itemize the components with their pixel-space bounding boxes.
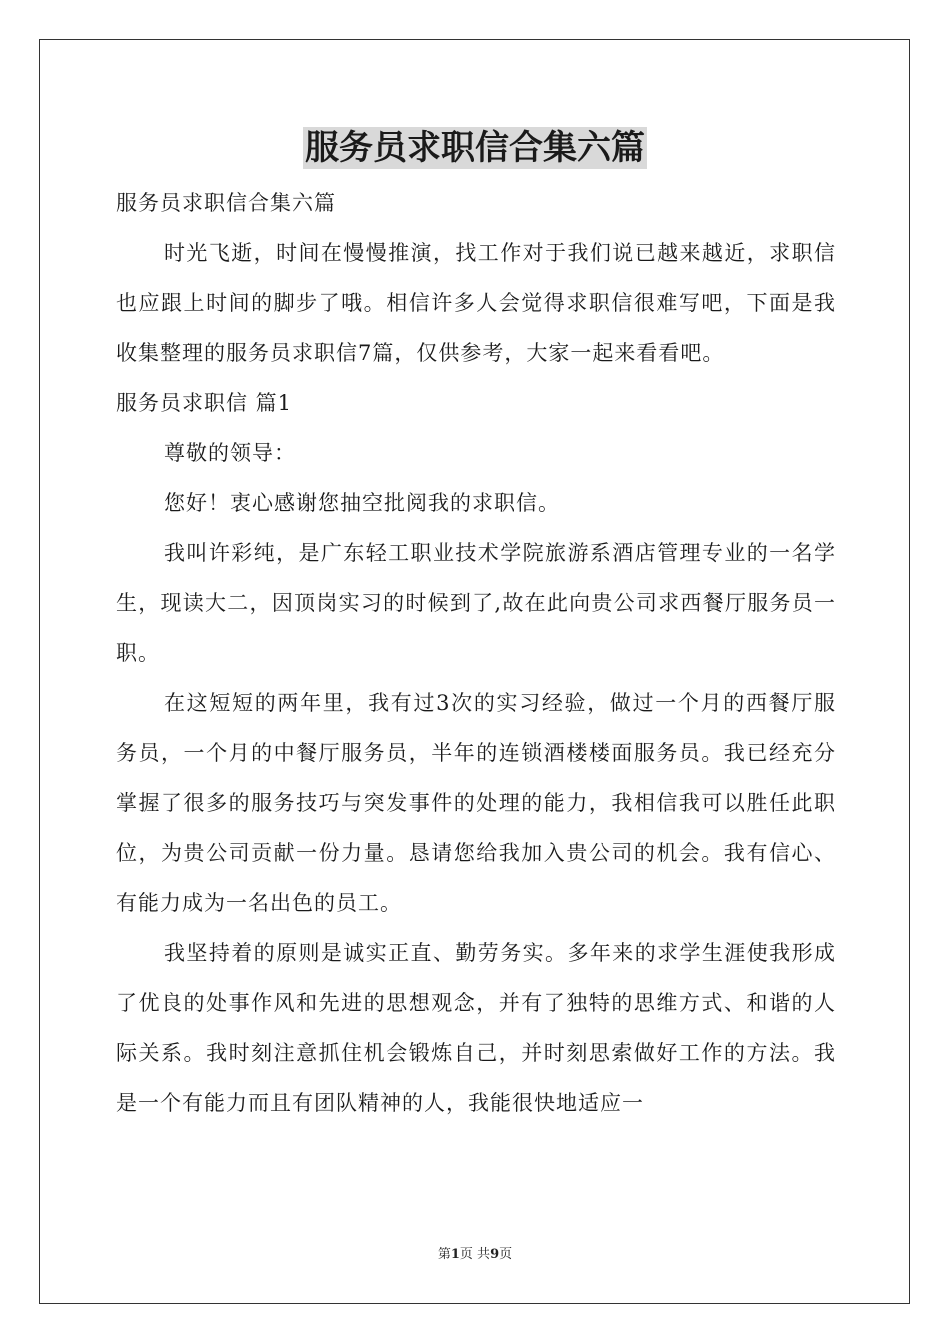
intro-paragraph: 时光飞逝，时间在慢慢推演，找工作对于我们说已越来越近，求职信也应跟上时间的脚步了哦。相信许多人会觉得求职信很难写吧，下面是我收集整理的服务员求职信7篇，仅供参考，大家一起来看看吧。 [116, 241, 836, 365]
document-title: 服务员求职信合集六篇 [305, 128, 645, 168]
body-paragraph: 我坚持着的原则是诚实正直、勤劳务实。多年来的求学生涯使我形成了优良的处事作风和先进的思想观念，并有了独特的思维方式、和谐的人际关系。我时刻注意抓住机会锻炼自己，并时刻思索做好工作的方法。我是一个有能力而且有团队精神的人，我能很快地适应一 [116, 941, 836, 1115]
body-paragraph: 在这短短的两年里，我有过3次的实习经验，做过一个月的西餐厅服务员，一个月的中餐厅服务员，半年的连锁酒楼楼面服务员。我已经充分掌握了很多的服务技巧与突发事件的处理的能力，我相信我可以胜任此职位，为贵公司贡献一份力量。恳请您给我加入贵公司的机会。我有信心、有能力成为一名出色的员工。 [116, 691, 836, 915]
title-container [0, 127, 950, 169]
subtitle-paragraph: 服务员求职信合集六篇 [116, 191, 336, 215]
body-paragraph: 我叫许彩纯，是广东轻工职业技术学院旅游系酒店管理专业的一名学生，现读大二，因顶岗实习的时候到了,故在此向贵公司求西餐厅服务员一职。 [116, 541, 836, 665]
document-body [116, 178, 836, 1128]
page-footer [0, 1246, 950, 1264]
footer-suffix: 页 [499, 1247, 513, 1262]
footer-mid: 页 共 [459, 1247, 491, 1262]
footer-page-current: 1 [450, 1247, 460, 1262]
footer-prefix: 第 [437, 1247, 451, 1262]
salutation-paragraph: 尊敬的领导： [164, 441, 296, 465]
footer-page-total: 9 [490, 1247, 500, 1262]
section-heading: 服务员求职信 篇1 [116, 391, 293, 415]
greeting-paragraph: 您好！衷心感谢您抽空批阅我的求职信。 [164, 491, 560, 515]
